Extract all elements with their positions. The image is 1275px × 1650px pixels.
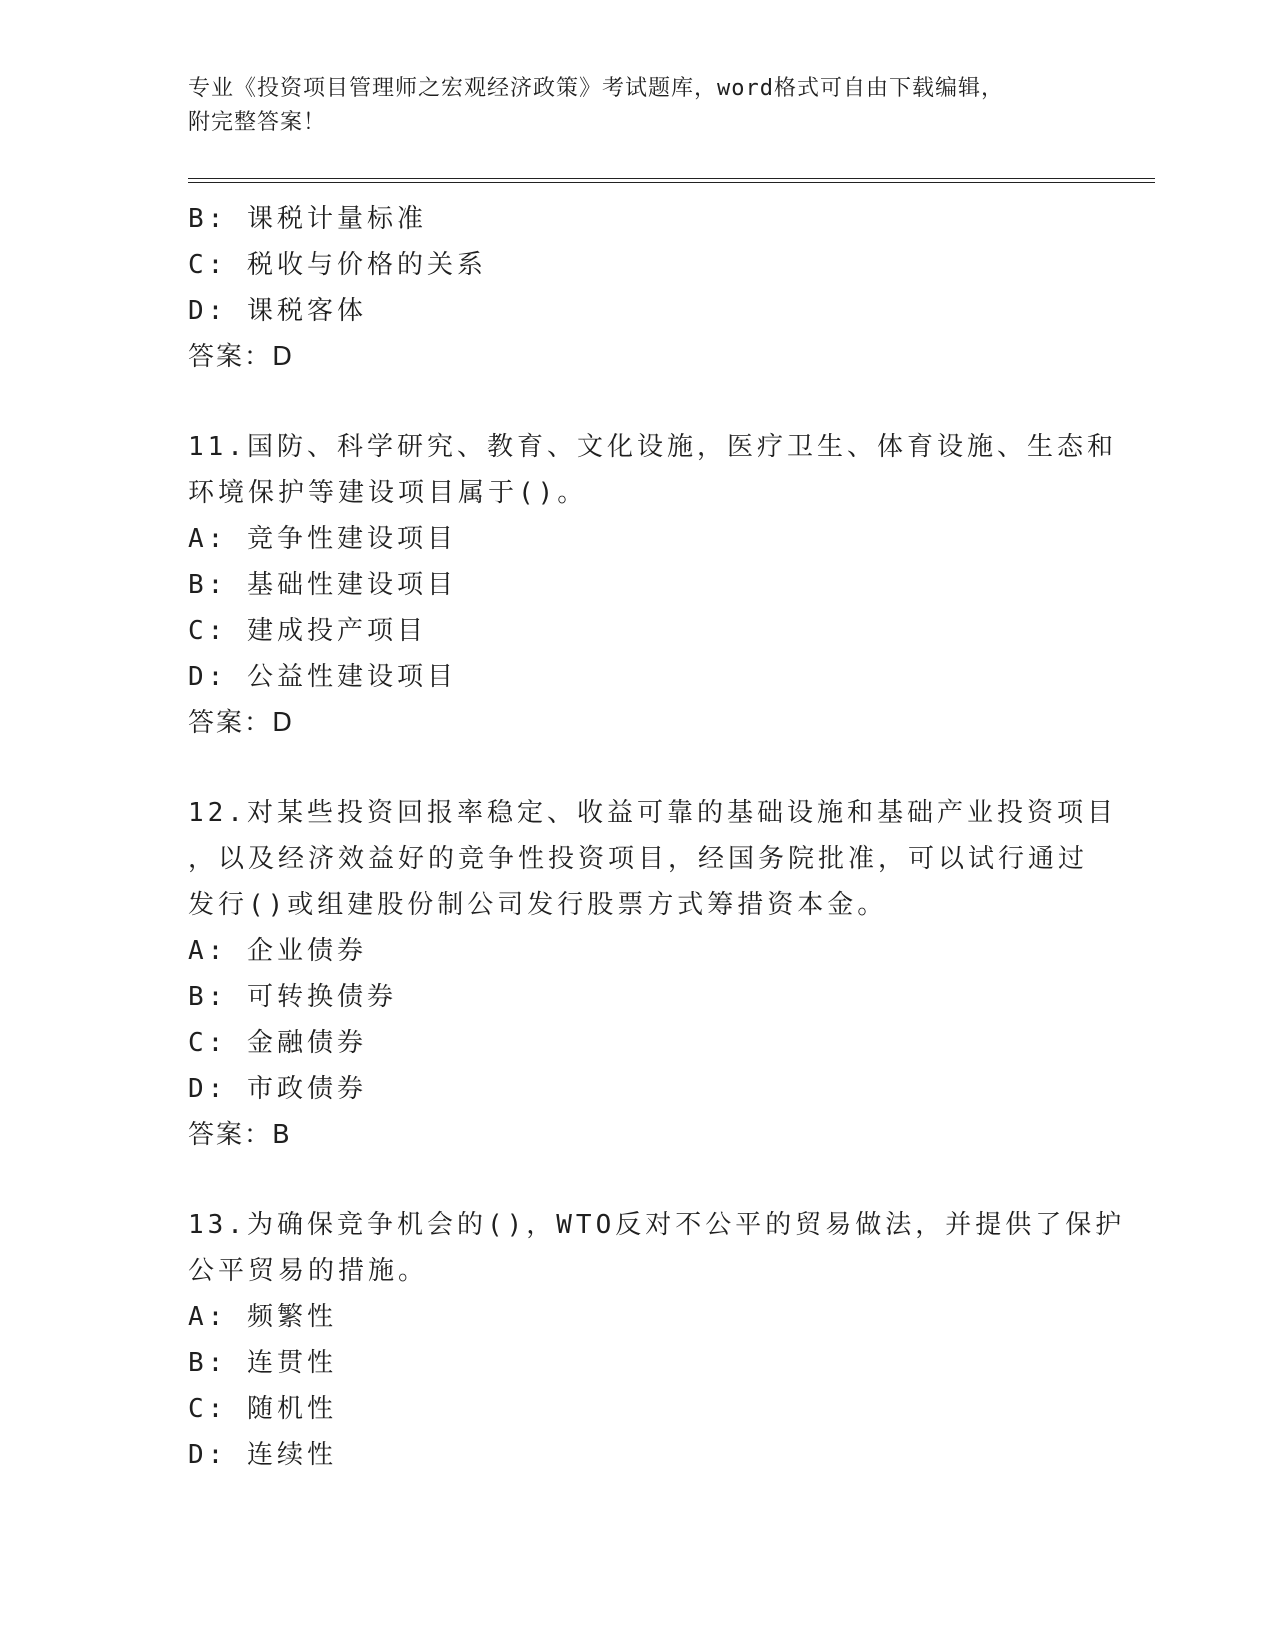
option-b: B: 课税计量标准	[188, 204, 427, 234]
question-12	[188, 790, 1155, 1158]
option-a: A: 频繁性	[188, 1302, 337, 1332]
question-text-line: ，以及经济效益好的竞争性投资项目，经国务院批准，可以试行通过	[188, 844, 1089, 874]
header-line-1: 专业《投资项目管理师之宏观经济政策》考试题库，word格式可自由下载编辑，	[188, 76, 1004, 101]
option-b: B: 基础性建设项目	[188, 570, 457, 600]
question-13	[188, 1202, 1155, 1478]
answer: 答案：D	[188, 342, 295, 372]
option-c: C: 税收与价格的关系	[188, 250, 487, 280]
question-list	[188, 196, 1155, 1478]
option-a: A: 企业债券	[188, 936, 367, 966]
question-10	[188, 196, 1155, 380]
question-text-line: 13.为确保竞争机会的()，WTO反对不公平的贸易做法，并提供了保护	[188, 1210, 1126, 1240]
option-c: C: 金融债券	[188, 1028, 367, 1058]
question-text-line: 公平贸易的措施。	[188, 1256, 429, 1286]
document-page	[188, 72, 1155, 1470]
option-d: D: 连续性	[188, 1440, 337, 1470]
option-c: C: 建成投产项目	[188, 616, 427, 646]
header-line-2: 附完整答案！	[188, 110, 327, 135]
question-text-line: 11.国防、科学研究、教育、文化设施，医疗卫生、体育设施、生态和	[188, 432, 1117, 462]
answer: 答案：D	[188, 708, 295, 738]
answer: 答案：B	[188, 1120, 292, 1150]
question-text-line: 发行()或组建股份制公司发行股票方式筹措资本金。	[188, 890, 888, 920]
option-d: D: 市政债券	[188, 1074, 367, 1104]
header-divider	[188, 178, 1155, 183]
option-b: B: 可转换债券	[188, 982, 397, 1012]
document-header	[188, 72, 1155, 140]
option-d: D: 课税客体	[188, 296, 367, 326]
question-text-line: 12.对某些投资回报率稳定、收益可靠的基础设施和基础产业投资项目	[188, 798, 1117, 828]
option-c: C: 随机性	[188, 1394, 337, 1424]
option-d: D: 公益性建设项目	[188, 662, 457, 692]
question-11	[188, 424, 1155, 746]
question-text-line: 环境保护等建设项目属于()。	[188, 478, 588, 508]
option-a: A: 竞争性建设项目	[188, 524, 457, 554]
option-b: B: 连贯性	[188, 1348, 337, 1378]
